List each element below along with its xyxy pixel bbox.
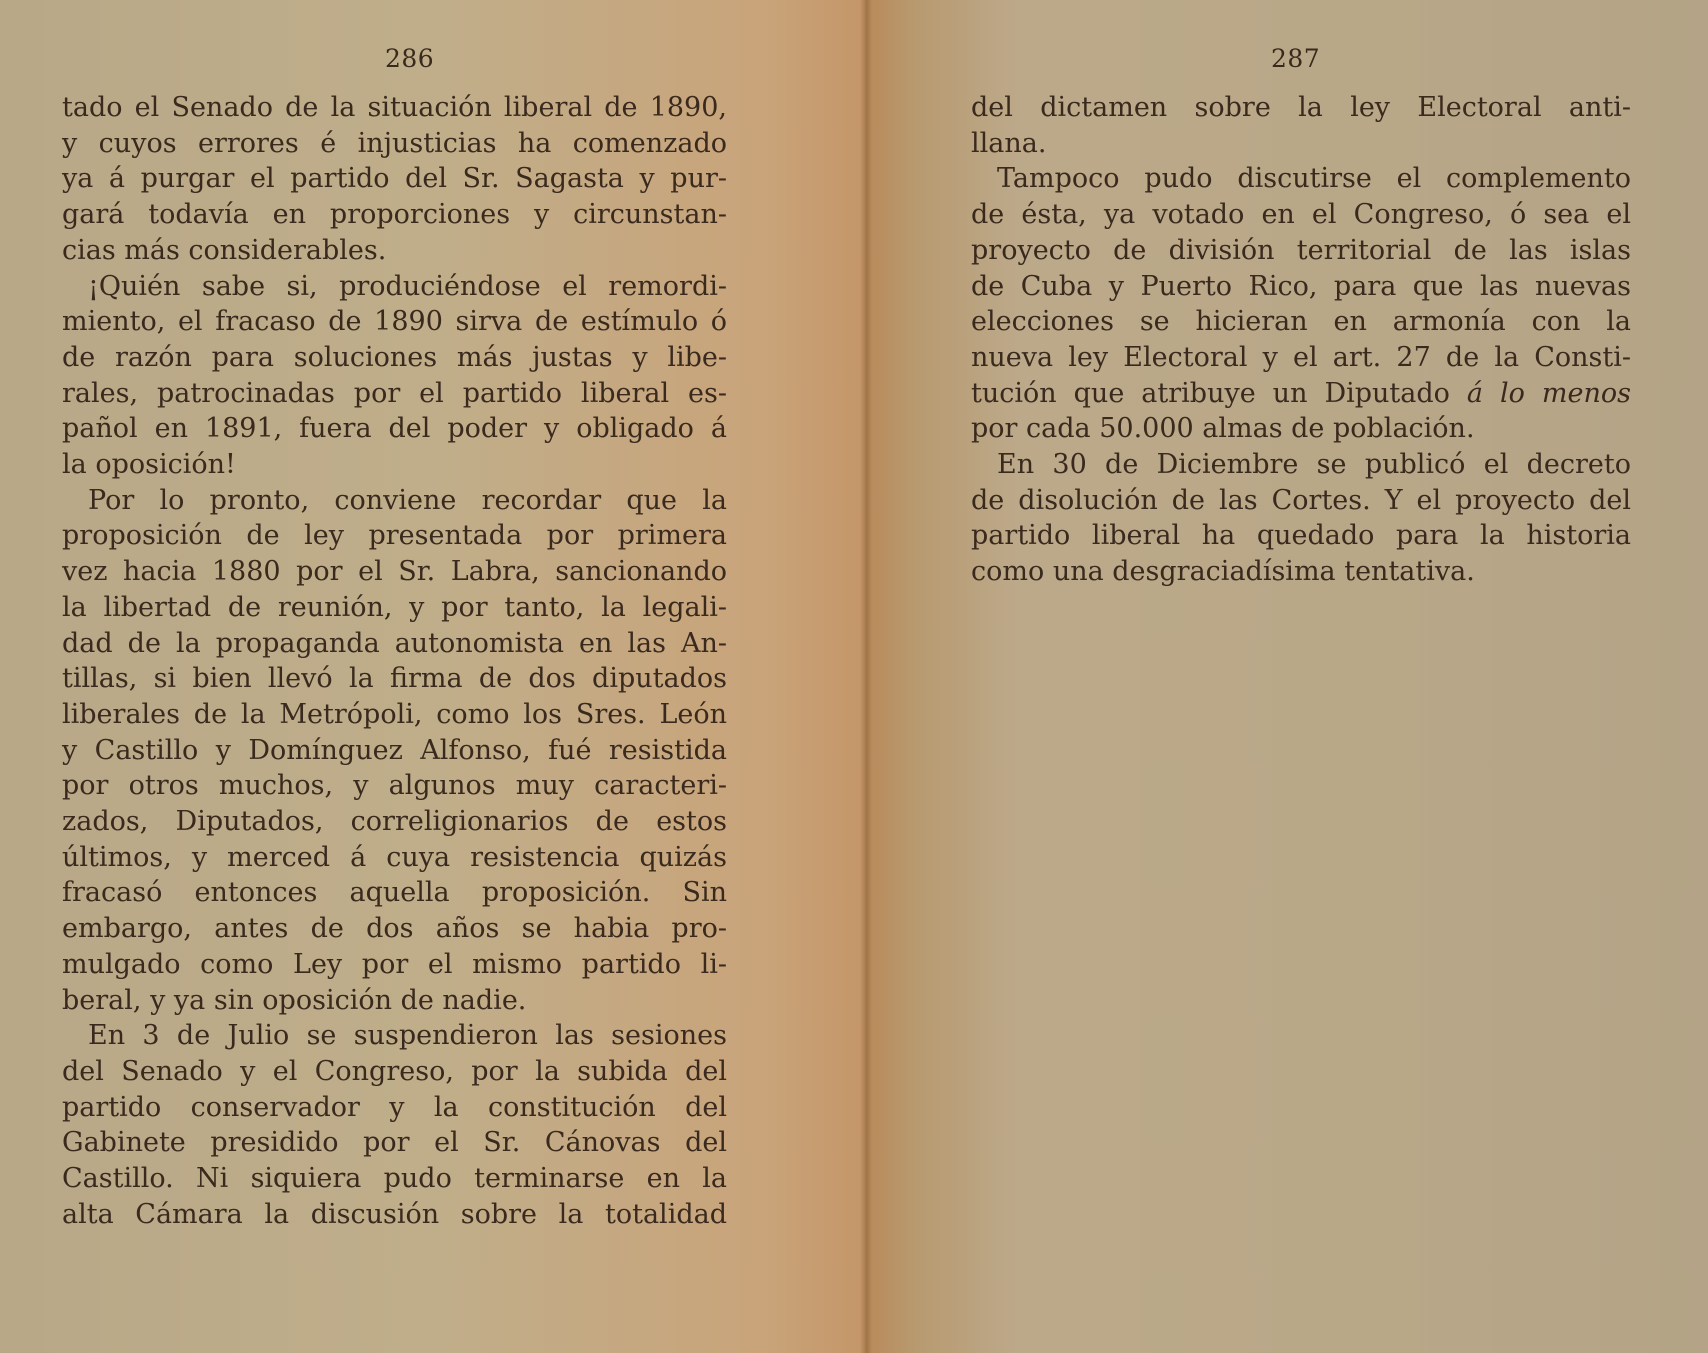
- text-line: por otros muchos, y algunos muy caracteri-: [62, 770, 727, 802]
- text-line: Castillo. Ni siquiera pudo terminarse en la: [62, 1163, 727, 1195]
- text-line: Por lo pronto, conviene recordar que la: [88, 484, 727, 516]
- text-line: gará todavía en proporciones y circunstan-: [62, 199, 727, 231]
- text-line: partido conservador y la constitución del: [62, 1091, 727, 1123]
- page-text: [62, 90, 727, 1233]
- text-line: tillas, si bien llevó la firma de dos diputados: [62, 663, 727, 695]
- text-line: proyecto de división territorial de las islas: [971, 234, 1631, 266]
- text-line: zados, Diputados, correligionarios de estos: [62, 806, 727, 838]
- text-line: [971, 376, 1631, 412]
- text-line: de disolución de las Cortes. Y el proyecto del: [971, 484, 1631, 516]
- text-line: la oposición!: [62, 449, 236, 481]
- text-line: Tampoco pudo discutirse el complemento: [997, 163, 1631, 195]
- text-line: del Senado y el Congreso, por la subida del: [62, 1055, 727, 1087]
- text-line: por cada 50.000 almas de población.: [971, 413, 1475, 445]
- text-line: beral, y ya sin oposición de nadie.: [62, 984, 527, 1016]
- text-line: de Cuba y Puerto Rico, para que las nuevas: [971, 270, 1631, 302]
- text-line: En 30 de Diciembre se publicó el decreto: [997, 449, 1631, 481]
- text-line: Gabinete presidido por el Sr. Cánovas del: [62, 1127, 727, 1159]
- text-line: fracasó entonces aquella proposición. Sin: [62, 877, 727, 909]
- page-number: 286: [385, 44, 435, 73]
- text-line: liberales de la Metrópoli, como los Sres. León: [62, 698, 727, 730]
- italic-text: á lo menos: [1466, 377, 1631, 409]
- text-line: tado el Senado de la situación liberal de 1890,: [62, 92, 727, 123]
- page-number: 287: [1271, 44, 1321, 73]
- text-segment: tución que atribuye un Diputado: [971, 377, 1450, 409]
- text-line: rales, patrocinadas por el partido liberal es-: [62, 377, 727, 409]
- text-line: cias más considerables.: [62, 234, 387, 266]
- text-line: llana.: [971, 127, 1047, 159]
- book-gutter: [860, 0, 872, 1353]
- page-text: [971, 90, 1631, 590]
- text-line: como una desgraciadísima tentativa.: [971, 556, 1475, 588]
- text-line: últimos, y merced á cuya resistencia quizás: [62, 841, 727, 873]
- text-line: ¡Quién sabe si, produciéndose el remordi-: [88, 270, 727, 302]
- text-line: nueva ley Electoral y el art. 27 de la Consti-: [971, 341, 1631, 373]
- text-line: y Castillo y Domínguez Alfonso, fué resistida: [62, 734, 727, 766]
- text-line: proposición de ley presentada por primera: [62, 520, 727, 552]
- text-line: la libertad de reunión, y por tanto, la legali-: [62, 591, 727, 623]
- text-line: En 3 de Julio se suspendieron las sesiones: [88, 1020, 727, 1052]
- text-line: mulgado como Ley por el mismo partido li-: [62, 948, 727, 980]
- right-page: [866, 0, 1708, 1353]
- text-line: elecciones se hicieran en armonía con la: [971, 306, 1631, 338]
- text-line: alta Cámara la discusión sobre la totalidad: [62, 1198, 727, 1230]
- text-line: y cuyos errores é injusticias ha comenzado: [62, 127, 727, 159]
- text-line: embargo, antes de dos años se habia pro-: [62, 913, 727, 945]
- text-line: dad de la propaganda autonomista en las An-: [62, 627, 727, 659]
- text-line: de razón para soluciones más justas y libe-: [62, 341, 727, 373]
- text-line: ya á purgar el partido del Sr. Sagasta y pur-: [62, 163, 727, 195]
- text-line: de ésta, ya votado en el Congreso, ó sea el: [971, 199, 1631, 231]
- text-line: vez hacia 1880 por el Sr. Labra, sancionando: [62, 556, 727, 588]
- text-line: del dictamen sobre la ley Electoral anti-: [971, 92, 1631, 123]
- text-line: partido liberal ha quedado para la historia: [971, 520, 1631, 552]
- text-line: miento, el fracaso de 1890 sirva de estímulo ó: [62, 306, 727, 338]
- text-line: pañol en 1891, fuera del poder y obligado á: [62, 413, 727, 445]
